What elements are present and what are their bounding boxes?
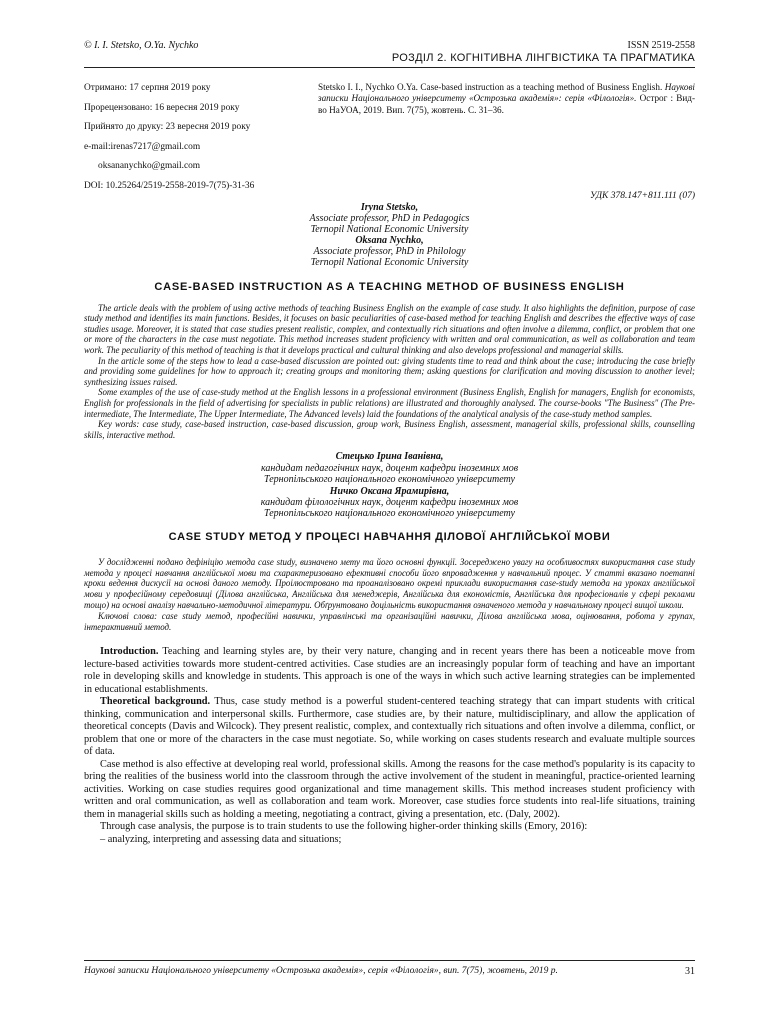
intro-paragraph	[84, 646, 695, 696]
intro-heading: Introduction.	[100, 646, 159, 658]
theory-paragraph	[84, 696, 695, 758]
article-body	[84, 646, 695, 847]
citation-block	[312, 82, 695, 200]
body-list-item-1: – analyzing, interpreting and assessing data and situations;	[100, 834, 342, 846]
footer-rule	[84, 960, 695, 961]
accepted-date: Прийнято до друку: 23 вересня 2019 року	[84, 122, 251, 133]
author-2-name: Oksana Nychko,	[355, 234, 424, 246]
author-1-name-ua: Стецько Ірина Іванівна,	[335, 451, 444, 463]
page	[84, 40, 695, 847]
author-1-position-ua: кандидат педагогічних наук, доцент кафедри іноземних мов	[260, 462, 519, 474]
keywords-ua: Ключові слова: case study метод, професійні навички, управлінські та організаційні навички, Ділова англійська мова, оцінювання, робота у групах, інтерактивний метод.	[84, 610, 695, 632]
received-date: Отримано: 17 серпня 2019 року	[84, 83, 211, 93]
citation-authors: Stetsko I. I., Nychko O.Ya. Case-based instruction as a teaching method of Business English.	[318, 82, 663, 92]
email-2: oksananychko@gmail.com	[98, 161, 201, 172]
abstract-en-p3: Some examples of the use of case-study method at the English lessons in a professional environment (Business English, English for managers, English for economists, English for professionals in the field of advertising for specialists in public relations) are illustrated and thoroughly analysed. The course-books "The Business" (The Pre-intermediate, The Intermediate, The Upper Intermediate, The Advanced levels) laid the foundations of the analytical analysis of the case-study method samples.	[84, 387, 695, 419]
footer-journal: Наукові записки Національного університету «Острозька академія», серія «Філологія», вип. 7(75), жовтень, 2019 р.	[84, 966, 558, 976]
running-header	[84, 40, 695, 52]
page-footer	[84, 958, 695, 977]
article-title-en: CASE-BASED INSTRUCTION AS A TEACHING METHOD OF BUSINESS ENGLISH	[154, 280, 625, 293]
footer-row	[84, 966, 695, 977]
citation-journal: Наукові записки Національного університету «Острозька академія»: серія «Філологія».	[318, 82, 695, 104]
abstract-ua	[84, 557, 695, 633]
section-title: РОЗДІЛ 2. КОГНІТИВНА ЛІНГВІСТИКА ТА ПРАГМАТИКА	[391, 52, 695, 64]
author-1-position: Associate professor, PhD in Pedagogics	[309, 212, 470, 224]
article-title-ua: CASE STUDY МЕТОД У ПРОЦЕСІ НАВЧАННЯ ДІЛОВОЇ АНГЛІЙСЬКОЇ МОВИ	[168, 530, 611, 543]
udk-code: УДК 378.147+811.111 (07)	[590, 190, 695, 201]
authors-ua	[84, 451, 695, 519]
abstract-en	[84, 303, 695, 441]
body-paragraph-4: Through case analysis, the purpose is to train students to use the following higher-order thinking skills (Emory, 2016):	[100, 821, 588, 833]
dates-block	[84, 82, 312, 200]
reviewed-date: Прорецензовано: 16 вересня 2019 року	[84, 102, 240, 113]
copyright: © I. I. Stetsko, O.Ya. Nychko	[84, 40, 199, 51]
author-2-name-ua: Ничко Оксана Ярамирівна,	[329, 485, 450, 497]
author-1-org-ua: Тернопільського національного економічного університету	[264, 474, 515, 486]
header-rule	[84, 67, 695, 68]
author-1-name: Iryna Stetsko,	[360, 201, 419, 213]
issn: ISSN 2519-2558	[627, 40, 695, 51]
author-2-position: Associate professor, PhD in Philology	[313, 245, 466, 257]
keywords-en: Key words: case study, case-based instruction, case-based discussion, group work, Business English, assessment, managerial skills, professional skills, counselling skills, interactive method.	[84, 419, 695, 440]
author-2-position-ua: кандидат філологічних наук, доцент кафедри іноземних мов	[260, 496, 519, 508]
body-paragraph-3: Case method is also effective at developing real world, professional skills. Among the reasons for the case method's popularity is its capacity to bring the realities of the business world into the classroom through the active involvement of the student in meaningful, practice-oriented learning activities. Working on case studies requires good organizational and time management skills. This method increases student proficiency with written and oral communication, as well as collaboration and team work. Moreover, case studies force students into real-life situations, training them in managerial skills such as holding a meeting, negotiating a contract, giving a presentation, etc. (Daly, 2002).	[84, 758, 695, 820]
doi: DOI: 10.25264/2519-2558-2019-7(75)-31-36	[84, 180, 255, 191]
theory-text: Thus, case study method is a powerful student-centered teaching strategy that can impart students with critical thinking, communication and interpersonal skills. Furthermore, case studies are, by their nature, multidisciplinary, and allow the application of theoretical concepts (Davis and Wilcock). They present realistic, complex, and contextually rich situations and often involve a dilemma, conflict, or problem that one or more of the characters in the case must negotiate. So, while working on cases students research and evaluate multiple sources of data.	[84, 696, 695, 758]
authors-en	[84, 202, 695, 268]
theory-heading: Theoretical background.	[100, 696, 211, 708]
article-meta	[84, 82, 695, 200]
page-number: 31	[685, 966, 695, 977]
author-1-org: Ternopil National Economic University	[310, 223, 469, 235]
author-2-org-ua: Тернопільського національного економічного університету	[264, 508, 515, 520]
abstract-ua-p1: У дослідженні подано дефініцію метода case study, визначено мету та його основні функції. Зосереджено увагу на особливостях використання case study метода у процесі навчання англійської мови та схарактеризовано ефективні способи його впровадження у навчальний процес. У статті вказано поетапні кроки ведення дискусії на основі даного методу. Проілюстровано та проаналізовано окремі приклади використання case-study метода на уроках англійської мови у професійному середовищі (Ділова англійська, Англійська для менеджерів, Англійська для економістів, Англійська для професіоналів у сфері реклами тощо) на основі аналізу навчально-методичної літератури. Обґрунтовано доцільність використання означеного метода у навчальному процесі вищої школи.	[84, 556, 695, 610]
abstract-en-p1: The article deals with the problem of using active methods of teaching Business English on the example of case study. It also highlights the definition, purpose of case study method and identifies its main functions. Besides, it focuses on basic peculiarities of case-based method for teaching English and describes the effective ways of case studies usage. Moreover, it is stated that case studies present realistic, complex, and contextually rich situations and often involve a dilemma, conflict, or problem that one or more of the characters in the case must negotiate. This method increases student proficiency with written and oral communication, as well as collaboration and team work. The peculiarity of this method of teaching is that it develops practical and cultural thinking and also develops professional and managerial skills.	[84, 302, 695, 355]
abstract-en-p2: In the article some of the steps how to lead a case-based discussion are pointed out: giving students time to read and think about the case; introducing the case briefly and providing some guidelines for how to approach it; creating groups and monitoring them; asking questions for clarification and moving discussion to another level; synthesizing issues raised.	[84, 355, 695, 387]
citation-tail: Острог : Вид-во НаУОА, 2019. Вип. 7(75), жовтень. С. 31–36.	[318, 93, 695, 115]
email-1: e-mail:irenas7217@gmail.com	[84, 141, 201, 152]
intro-text: Teaching and learning styles are, by their very nature, changing and in recent years there has been a noticeable move from lecture-based activities towards more student-centred activities. Case studies are an increasingly popular form of teaching and have an important role in developing skills and knowledge in students. This approach is one of the ways in which such active learning strategies can be implemented in educational establishments.	[84, 646, 695, 695]
author-2-org: Ternopil National Economic University	[310, 256, 469, 268]
